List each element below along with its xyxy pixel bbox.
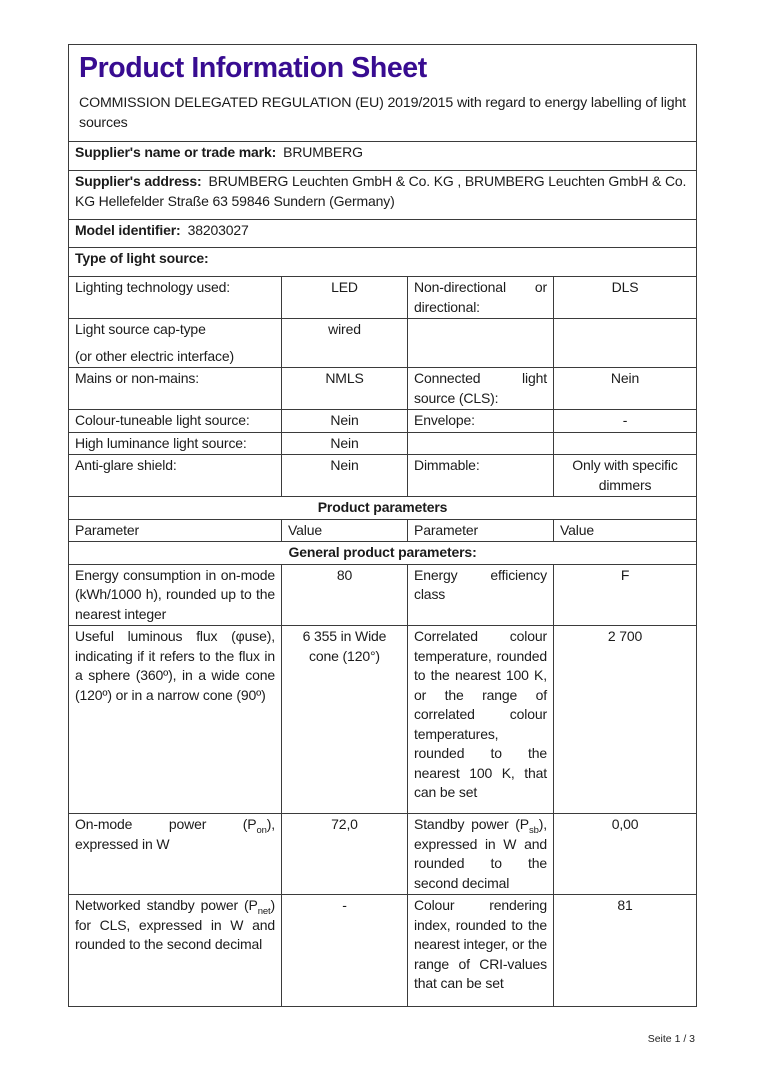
column-header: Parameter [408, 519, 554, 542]
table-row [69, 410, 697, 433]
column-header: Parameter [69, 519, 282, 542]
header-cell [69, 45, 697, 142]
model-identifier-label: Model identifier: [75, 222, 181, 238]
param-cell: Connected light source (CLS): [408, 368, 554, 410]
supplier-name-label: Supplier's name or trade mark: [75, 144, 277, 160]
page-number: Seite 1 / 3 [647, 1033, 695, 1045]
value-cell: Nein [282, 455, 408, 497]
column-header: Value [282, 519, 408, 542]
cap-type-line1: Light source cap-type [75, 321, 206, 337]
param-text: On-mode power (P [75, 816, 257, 832]
param-cell [408, 814, 554, 895]
param-text: ), expressed in W and rounded to the second decimal [414, 816, 547, 891]
param-cell [69, 319, 282, 368]
param-cell: Colour rendering index, rounded to the nearest integer, or the range of CRI-values that can be set [408, 895, 554, 1007]
value-cell: Nein [554, 368, 697, 410]
value-cell: 81 [554, 895, 697, 1007]
param-text: Standby power (P [414, 816, 529, 832]
param-cell: Energy consumption in on-mode (kWh/1000 h), rounded up to the nearest integer [69, 564, 282, 626]
param-text: ), expressed in W [75, 816, 275, 852]
value-cell: NMLS [282, 368, 408, 410]
value-cell: Nein [282, 432, 408, 455]
supplier-address-row [69, 171, 697, 220]
subscript: on [256, 824, 267, 836]
group-header-row [69, 542, 697, 565]
type-of-light-source-cell [69, 248, 697, 277]
value-cell: - [554, 410, 697, 433]
param-cell [408, 319, 554, 368]
supplier-name-cell [69, 142, 697, 171]
value-cell [554, 319, 697, 368]
param-cell: Energy efficiency class [408, 564, 554, 626]
table-row [69, 626, 697, 814]
product-parameters-title: Product parameters [69, 497, 697, 520]
param-cell: Non-directional or directional: [408, 277, 554, 319]
table-row [69, 277, 697, 319]
header-row [69, 45, 697, 142]
value-cell: 80 [282, 564, 408, 626]
model-identifier-value: 38203027 [187, 222, 249, 238]
param-text: ) for CLS, expressed in W and rounded to the second decimal [75, 897, 275, 952]
table-row [69, 368, 697, 410]
param-cell [69, 895, 282, 1007]
table-row [69, 432, 697, 455]
value-cell: 72,0 [282, 814, 408, 895]
param-cell: Anti-glare shield: [69, 455, 282, 497]
cap-type-line2: (or other electric interface) [75, 347, 235, 364]
general-product-parameters-title: General product parameters: [69, 542, 697, 565]
supplier-address-label: Supplier's address: [75, 173, 202, 189]
model-identifier-row [69, 220, 697, 248]
supplier-name-value: BRUMBERG [283, 144, 363, 160]
section-header-row [69, 497, 697, 520]
subscript: sb [529, 824, 539, 836]
value-cell: LED [282, 277, 408, 319]
subscript: net [257, 905, 271, 917]
table-row [69, 895, 697, 1007]
regulation-subtitle: COMMISSION DELEGATED REGULATION (EU) 2019/2015 with regard to energy labelling of light sources [79, 95, 686, 131]
value-cell: 0,00 [554, 814, 697, 895]
info-table [68, 44, 697, 1007]
param-cell: Dimmable: [408, 455, 554, 497]
param-cell: Lighting technology used: [69, 277, 282, 319]
column-header-row [69, 519, 697, 542]
page-title: Product Information Sheet [79, 52, 427, 84]
column-header: Value [554, 519, 697, 542]
param-cell: Mains or non-mains: [69, 368, 282, 410]
table-row [69, 319, 697, 368]
param-cell [69, 814, 282, 895]
param-cell: Envelope: [408, 410, 554, 433]
param-cell: Correlated colour temperature, rounded to the nearest 100 K, or the range of correlated colour temperatures, rounded to the nearest 100 K, that can be set [408, 626, 554, 814]
table-row [69, 814, 697, 895]
supplier-address-value: BRUMBERG Leuchten GmbH & Co. KG , BRUMBERG Leuchten GmbH & Co. KG Hellefelder Straße 63 59846 Sundern (Germany) [75, 173, 687, 209]
type-of-light-source-label: Type of light source: [75, 250, 209, 266]
type-of-light-source-row [69, 248, 697, 277]
value-cell [554, 432, 697, 455]
param-cell: Useful luminous flux (φuse), indicating if it refers to the flux in a sphere (360º), in a wide cone (120º) or in a narrow cone (90º) [69, 626, 282, 814]
param-cell: Colour-tuneable light source: [69, 410, 282, 433]
value-cell: DLS [554, 277, 697, 319]
param-cell: High luminance light source: [69, 432, 282, 455]
product-information-sheet [68, 44, 696, 1045]
value-cell: Only with specific dimmers [554, 455, 697, 497]
model-identifier-cell [69, 220, 697, 248]
supplier-name-row [69, 142, 697, 171]
value-cell: wired [282, 319, 408, 368]
param-text: Networked standby power (P [75, 897, 258, 913]
value-cell: - [282, 895, 408, 1007]
value-cell: Nein [282, 410, 408, 433]
param-cell [408, 432, 554, 455]
value-cell: 2 700 [554, 626, 697, 814]
table-row [69, 455, 697, 497]
table-row [69, 564, 697, 626]
value-cell: 6 355 in Wide cone (120°) [282, 626, 408, 814]
supplier-address-cell [69, 171, 697, 220]
value-cell: F [554, 564, 697, 626]
